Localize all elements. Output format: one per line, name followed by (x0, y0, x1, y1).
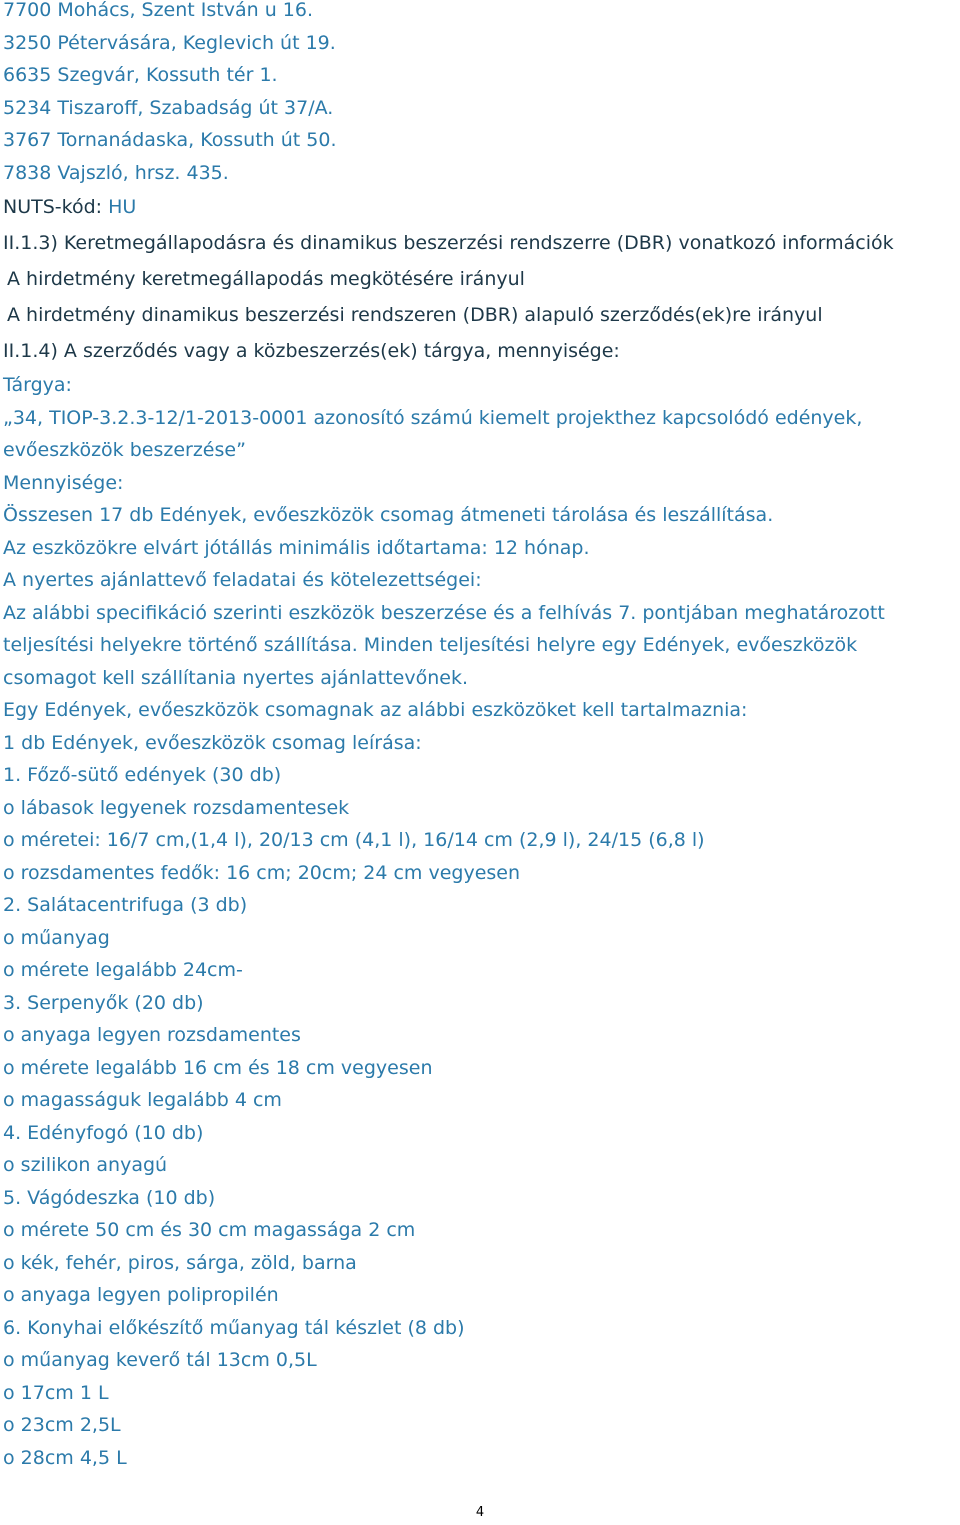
list-heading: 1. Főző-sütő edények (30 db) (3, 764, 282, 786)
list-item: o méretei: 16/7 cm,(1,4 l), 20/13 cm (4,1 l), 16/14 cm (2,9 l), 24/15 (6,8 l) (3, 829, 705, 851)
list-item: o anyaga legyen rozsdamentes (3, 1024, 301, 1046)
body-line: Az eszközökre elvárt jótállás minimális időtartama: 12 hónap. (3, 536, 590, 559)
page-number: 4 (475, 1505, 485, 1520)
body-line: csomagot kell szállítania nyertes ajánlattevőnek. (3, 666, 468, 689)
list-item: o lábasok legyenek rozsdamentesek (3, 796, 350, 819)
list-item: o mérete legalább 24cm- (3, 959, 243, 981)
subject-text: „34, TIOP-3.2.3-12/1-2013-0001 azonosító számú kiemelt projekthez kapcsolódó edények, (3, 406, 863, 429)
subject-label: Tárgya: (3, 374, 72, 396)
address-line: 7838 Vajszló, hrsz. 435. (3, 161, 229, 184)
list-heading: 6. Konyhai előkészítő műanyag tál készlet (8 db) (3, 1316, 465, 1339)
body-line: Egy Edények, evőeszközök csomagnak az alábbi eszközöket kell tartalmaznia: (3, 699, 748, 721)
address-line: 3767 Tornanádaska, Kossuth út 50. (3, 129, 337, 151)
list-heading: 2. Salátacentrifuga (3 db) (3, 894, 248, 916)
list-heading: 5. Vágódeszka (10 db) (3, 1186, 216, 1209)
quantity-label: Mennyisége: (3, 471, 124, 494)
list-item: o anyaga legyen polipropilén (3, 1284, 279, 1306)
framework-agreement-line: A hirdetmény keretmegállapodás megkötésére irányul (7, 268, 525, 290)
list-item: o műanyag keverő tál 13cm 0,5L (3, 1349, 317, 1371)
list-heading: 4. Edényfogó (10 db) (3, 1121, 204, 1144)
list-item: o mérete 50 cm és 30 cm magassága 2 cm (3, 1219, 416, 1241)
section-heading-ii-1-4: II.1.4) A szerződés vagy a közbeszerzés(ek) tárgya, mennyisége: (3, 340, 620, 362)
list-item: o műanyag (3, 926, 110, 949)
list-item: o szilikon anyagú (3, 1154, 168, 1176)
nuts-code-line (3, 189, 953, 225)
body-line: teljesítési helyekre történő szállítása. Minden teljesítési helyre egy Edények, evőeszközök (3, 634, 858, 656)
nuts-code-value: HU (108, 196, 137, 218)
list-heading: 3. Serpenyők (20 db) (3, 991, 204, 1014)
address-line: 3250 Pétervására, Keglevich út 19. (3, 31, 336, 54)
body-line: A nyertes ajánlattevő feladatai és kötelezettségei: (3, 569, 482, 591)
dbr-contract-line: A hirdetmény dinamikus beszerzési rendszeren (DBR) alapuló szerződés(ek)re irányul (7, 304, 823, 326)
list-item: o rozsdamentes fedők: 16 cm; 20cm; 24 cm vegyesen (3, 861, 521, 884)
list-item: o 23cm 2,5L (3, 1414, 121, 1436)
list-item: o magasságuk legalább 4 cm (3, 1089, 282, 1111)
list-item: o 28cm 4,5 L (3, 1446, 127, 1469)
address-line: 6635 Szegvár, Kossuth tér 1. (3, 64, 278, 86)
address-line: 7700 Mohács, Szent István u 16. (3, 0, 313, 21)
list-item: o 17cm 1 L (3, 1381, 109, 1404)
nuts-code-label: NUTS-kód: (3, 196, 109, 218)
list-item: o kék, fehér, piros, sárga, zöld, barna (3, 1251, 357, 1274)
body-line: 1 db Edények, evőeszközök csomag leírása: (3, 731, 422, 754)
list-item: o mérete legalább 16 cm és 18 cm vegyesen (3, 1056, 433, 1079)
body-line: Az alábbi specifikáció szerinti eszközök beszerzése és a felhívás 7. pontjában meghatározott (3, 601, 885, 624)
subject-text: evőeszközök beszerzése” (3, 439, 246, 461)
document-page (3, 0, 953, 1474)
body-line: Összesen 17 db Edények, evőeszközök csomag átmeneti tárolása és leszállítása. (3, 504, 774, 526)
section-heading-ii-1-3: II.1.3) Keretmegállapodásra és dinamikus beszerzési rendszerre (DBR) vonatkozó információk (3, 232, 894, 254)
address-line: 5234 Tiszaroff, Szabadság út 37/A. (3, 96, 334, 119)
